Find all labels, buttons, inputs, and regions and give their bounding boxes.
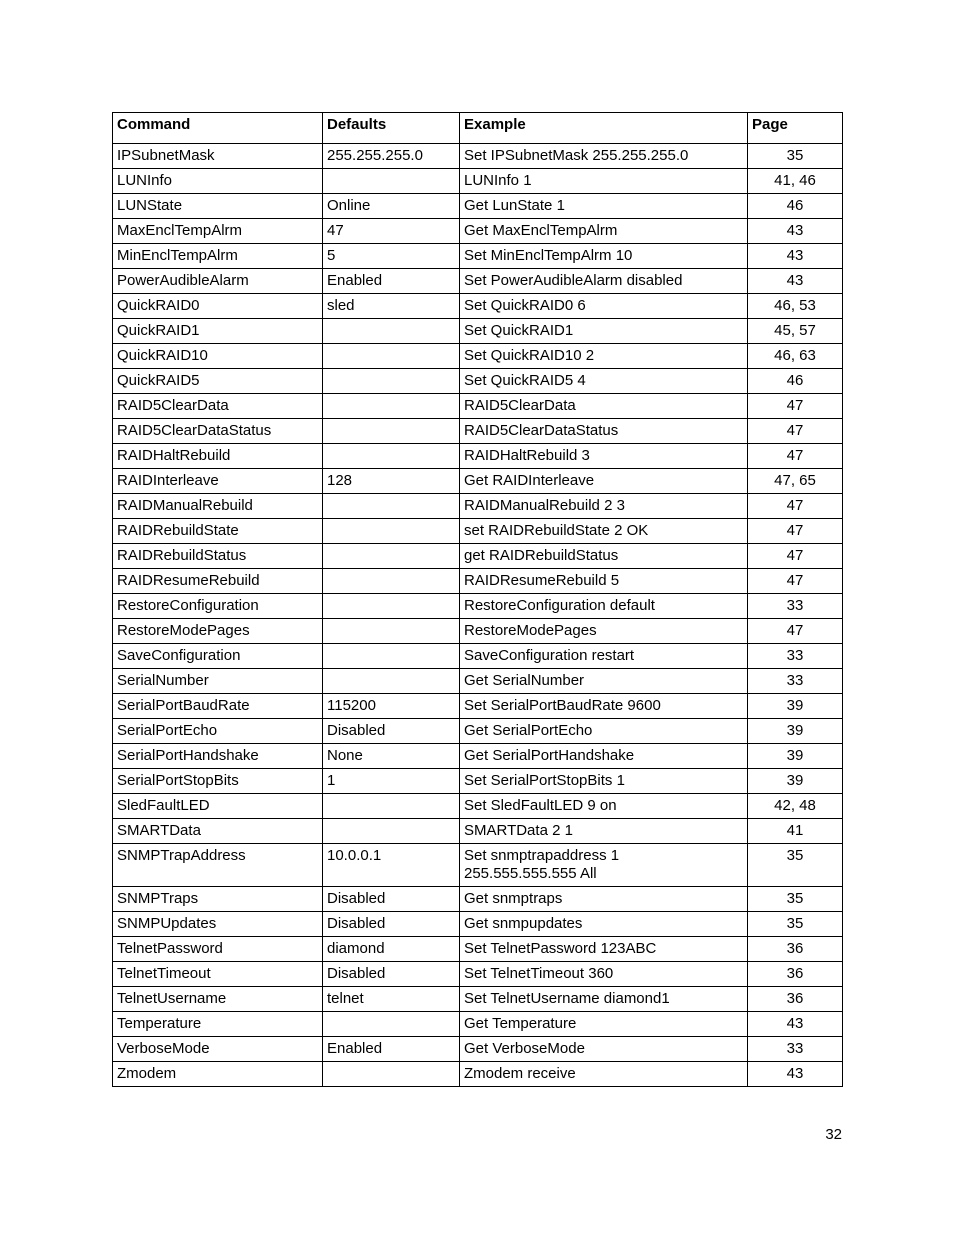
command-cell: MaxEnclTempAlrm (113, 219, 323, 244)
defaults-cell: 115200 (323, 694, 460, 719)
command-cell: LUNInfo (113, 169, 323, 194)
page-cell: 47 (748, 444, 843, 469)
defaults-cell (323, 594, 460, 619)
page-cell: 35 (748, 844, 843, 887)
example-cell: Get RAIDInterleave (460, 469, 748, 494)
defaults-cell: telnet (323, 987, 460, 1012)
defaults-cell: Disabled (323, 912, 460, 937)
table-row (113, 269, 843, 294)
example-cell: Set SerialPortStopBits 1 (460, 769, 748, 794)
page-cell: 47 (748, 569, 843, 594)
command-cell: SerialPortEcho (113, 719, 323, 744)
table-row (113, 344, 843, 369)
defaults-cell (323, 494, 460, 519)
defaults-cell (323, 169, 460, 194)
table-row (113, 844, 843, 887)
command-cell: Temperature (113, 1012, 323, 1037)
table-row (113, 194, 843, 219)
command-cell: RAIDHaltRebuild (113, 444, 323, 469)
example-cell: Get Temperature (460, 1012, 748, 1037)
table-row (113, 887, 843, 912)
command-cell: RestoreConfiguration (113, 594, 323, 619)
example-cell: Set SerialPortBaudRate 9600 (460, 694, 748, 719)
table-row (113, 644, 843, 669)
page-cell: 36 (748, 962, 843, 987)
command-cell: RAID5ClearDataStatus (113, 419, 323, 444)
page-cell: 39 (748, 769, 843, 794)
example-cell: Set MinEnclTempAlrm 10 (460, 244, 748, 269)
command-cell: SaveConfiguration (113, 644, 323, 669)
example-cell: Get SerialNumber (460, 669, 748, 694)
defaults-cell (323, 819, 460, 844)
command-cell: PowerAudibleAlarm (113, 269, 323, 294)
table-row (113, 1037, 843, 1062)
table-row (113, 744, 843, 769)
page-cell: 33 (748, 594, 843, 619)
table-header-row (113, 113, 843, 144)
example-cell: Zmodem receive (460, 1062, 748, 1087)
page-cell: 35 (748, 144, 843, 169)
example-cell: RAIDResumeRebuild 5 (460, 569, 748, 594)
table-row (113, 544, 843, 569)
command-reference-table (112, 112, 843, 1087)
defaults-cell: 255.255.255.0 (323, 144, 460, 169)
page-cell: 43 (748, 244, 843, 269)
command-cell: QuickRAID1 (113, 319, 323, 344)
page-cell: 47, 65 (748, 469, 843, 494)
table-row (113, 912, 843, 937)
defaults-cell: 5 (323, 244, 460, 269)
defaults-cell (323, 669, 460, 694)
table-row (113, 294, 843, 319)
defaults-cell: Disabled (323, 887, 460, 912)
table-row (113, 169, 843, 194)
table-row (113, 619, 843, 644)
defaults-cell: None (323, 744, 460, 769)
page-cell: 39 (748, 719, 843, 744)
table-row (113, 937, 843, 962)
command-cell: VerboseMode (113, 1037, 323, 1062)
defaults-cell (323, 394, 460, 419)
example-cell: Get SerialPortHandshake (460, 744, 748, 769)
table-row (113, 819, 843, 844)
command-cell: RAIDManualRebuild (113, 494, 323, 519)
example-cell: RAIDManualRebuild 2 3 (460, 494, 748, 519)
table-row (113, 569, 843, 594)
table-row (113, 494, 843, 519)
page-cell: 41, 46 (748, 169, 843, 194)
table-row (113, 694, 843, 719)
command-cell: MinEnclTempAlrm (113, 244, 323, 269)
command-cell: RAIDRebuildStatus (113, 544, 323, 569)
command-cell: RAIDInterleave (113, 469, 323, 494)
defaults-cell (323, 1012, 460, 1037)
table-row (113, 319, 843, 344)
defaults-cell: diamond (323, 937, 460, 962)
command-cell: LUNState (113, 194, 323, 219)
command-cell: SNMPTraps (113, 887, 323, 912)
example-cell: RAIDHaltRebuild 3 (460, 444, 748, 469)
page-cell: 42, 48 (748, 794, 843, 819)
header-defaults: Defaults (323, 113, 460, 144)
example-cell: Get VerboseMode (460, 1037, 748, 1062)
command-cell: SledFaultLED (113, 794, 323, 819)
page-cell: 35 (748, 912, 843, 937)
defaults-cell (323, 619, 460, 644)
page-cell: 47 (748, 494, 843, 519)
page-cell: 46, 63 (748, 344, 843, 369)
table-row (113, 369, 843, 394)
page-cell: 46, 53 (748, 294, 843, 319)
defaults-cell: Disabled (323, 719, 460, 744)
command-cell: TelnetTimeout (113, 962, 323, 987)
table-row (113, 419, 843, 444)
defaults-cell: 47 (323, 219, 460, 244)
defaults-cell (323, 519, 460, 544)
table-row (113, 244, 843, 269)
command-cell: SerialPortBaudRate (113, 694, 323, 719)
command-cell: Zmodem (113, 1062, 323, 1087)
defaults-cell (323, 544, 460, 569)
command-cell: QuickRAID5 (113, 369, 323, 394)
table-row (113, 1012, 843, 1037)
example-cell: Set QuickRAID1 (460, 319, 748, 344)
command-cell: SerialNumber (113, 669, 323, 694)
page-cell: 46 (748, 369, 843, 394)
page-cell: 36 (748, 987, 843, 1012)
page-cell: 35 (748, 887, 843, 912)
command-cell: SNMPUpdates (113, 912, 323, 937)
table-row (113, 444, 843, 469)
page-cell: 41 (748, 819, 843, 844)
defaults-cell (323, 444, 460, 469)
example-cell: RAID5ClearData (460, 394, 748, 419)
page-cell: 33 (748, 1037, 843, 1062)
example-cell: Get MaxEnclTempAlrm (460, 219, 748, 244)
page-cell: 36 (748, 937, 843, 962)
page-cell: 43 (748, 269, 843, 294)
example-cell: Set snmptrapaddress 1 255.555.555.555 All (460, 844, 748, 887)
example-cell: Set TelnetPassword 123ABC (460, 937, 748, 962)
page-number: 32 (825, 1126, 842, 1143)
table-row (113, 219, 843, 244)
page-cell: 39 (748, 744, 843, 769)
defaults-cell (323, 344, 460, 369)
page-cell: 47 (748, 619, 843, 644)
table-row (113, 1062, 843, 1087)
page-cell: 46 (748, 194, 843, 219)
example-cell: set RAIDRebuildState 2 OK (460, 519, 748, 544)
table-row (113, 669, 843, 694)
command-cell: IPSubnetMask (113, 144, 323, 169)
defaults-cell: Enabled (323, 269, 460, 294)
example-cell: Get snmptraps (460, 887, 748, 912)
defaults-cell (323, 794, 460, 819)
defaults-cell: Online (323, 194, 460, 219)
example-cell: Set QuickRAID5 4 (460, 369, 748, 394)
table-row (113, 594, 843, 619)
table-row (113, 469, 843, 494)
defaults-cell (323, 419, 460, 444)
example-cell: Set IPSubnetMask 255.255.255.0 (460, 144, 748, 169)
defaults-cell: sled (323, 294, 460, 319)
command-cell: QuickRAID0 (113, 294, 323, 319)
page-cell: 33 (748, 669, 843, 694)
defaults-cell: Disabled (323, 962, 460, 987)
command-cell: TelnetPassword (113, 937, 323, 962)
example-cell: Set TelnetTimeout 360 (460, 962, 748, 987)
page-cell: 47 (748, 419, 843, 444)
table-row (113, 769, 843, 794)
command-cell: QuickRAID10 (113, 344, 323, 369)
page-cell: 39 (748, 694, 843, 719)
defaults-cell (323, 1062, 460, 1087)
example-cell: RestoreConfiguration default (460, 594, 748, 619)
header-command: Command (113, 113, 323, 144)
example-cell: LUNInfo 1 (460, 169, 748, 194)
example-cell: RAID5ClearDataStatus (460, 419, 748, 444)
table-row (113, 987, 843, 1012)
page-cell: 47 (748, 394, 843, 419)
defaults-cell (323, 369, 460, 394)
table-row (113, 519, 843, 544)
defaults-cell (323, 569, 460, 594)
example-cell: RestoreModePages (460, 619, 748, 644)
table-body (113, 144, 843, 1087)
defaults-cell: 1 (323, 769, 460, 794)
command-cell: RAIDResumeRebuild (113, 569, 323, 594)
example-cell: Get SerialPortEcho (460, 719, 748, 744)
example-cell: Get LunState 1 (460, 194, 748, 219)
page-cell: 45, 57 (748, 319, 843, 344)
example-cell: Set SledFaultLED 9 on (460, 794, 748, 819)
command-cell: RestoreModePages (113, 619, 323, 644)
example-cell: Set QuickRAID0 6 (460, 294, 748, 319)
header-example: Example (460, 113, 748, 144)
example-cell: Set TelnetUsername diamond1 (460, 987, 748, 1012)
table-row (113, 794, 843, 819)
example-cell: Get snmpupdates (460, 912, 748, 937)
page-cell: 43 (748, 1012, 843, 1037)
defaults-cell: 10.0.0.1 (323, 844, 460, 887)
defaults-cell: 128 (323, 469, 460, 494)
example-cell: Set PowerAudibleAlarm disabled (460, 269, 748, 294)
defaults-cell (323, 319, 460, 344)
example-cell: Set QuickRAID10 2 (460, 344, 748, 369)
example-cell: get RAIDRebuildStatus (460, 544, 748, 569)
page-cell: 43 (748, 219, 843, 244)
command-cell: SerialPortHandshake (113, 744, 323, 769)
table-row (113, 144, 843, 169)
command-cell: TelnetUsername (113, 987, 323, 1012)
command-cell: SerialPortStopBits (113, 769, 323, 794)
table-row (113, 962, 843, 987)
example-cell: SaveConfiguration restart (460, 644, 748, 669)
table-row (113, 394, 843, 419)
command-cell: SNMPTrapAddress (113, 844, 323, 887)
command-cell: SMARTData (113, 819, 323, 844)
page-cell: 47 (748, 519, 843, 544)
command-cell: RAID5ClearData (113, 394, 323, 419)
command-cell: RAIDRebuildState (113, 519, 323, 544)
header-page: Page (748, 113, 843, 144)
table-row (113, 719, 843, 744)
defaults-cell (323, 644, 460, 669)
example-cell: SMARTData 2 1 (460, 819, 748, 844)
defaults-cell: Enabled (323, 1037, 460, 1062)
page-cell: 43 (748, 1062, 843, 1087)
page-cell: 47 (748, 544, 843, 569)
page-cell: 33 (748, 644, 843, 669)
